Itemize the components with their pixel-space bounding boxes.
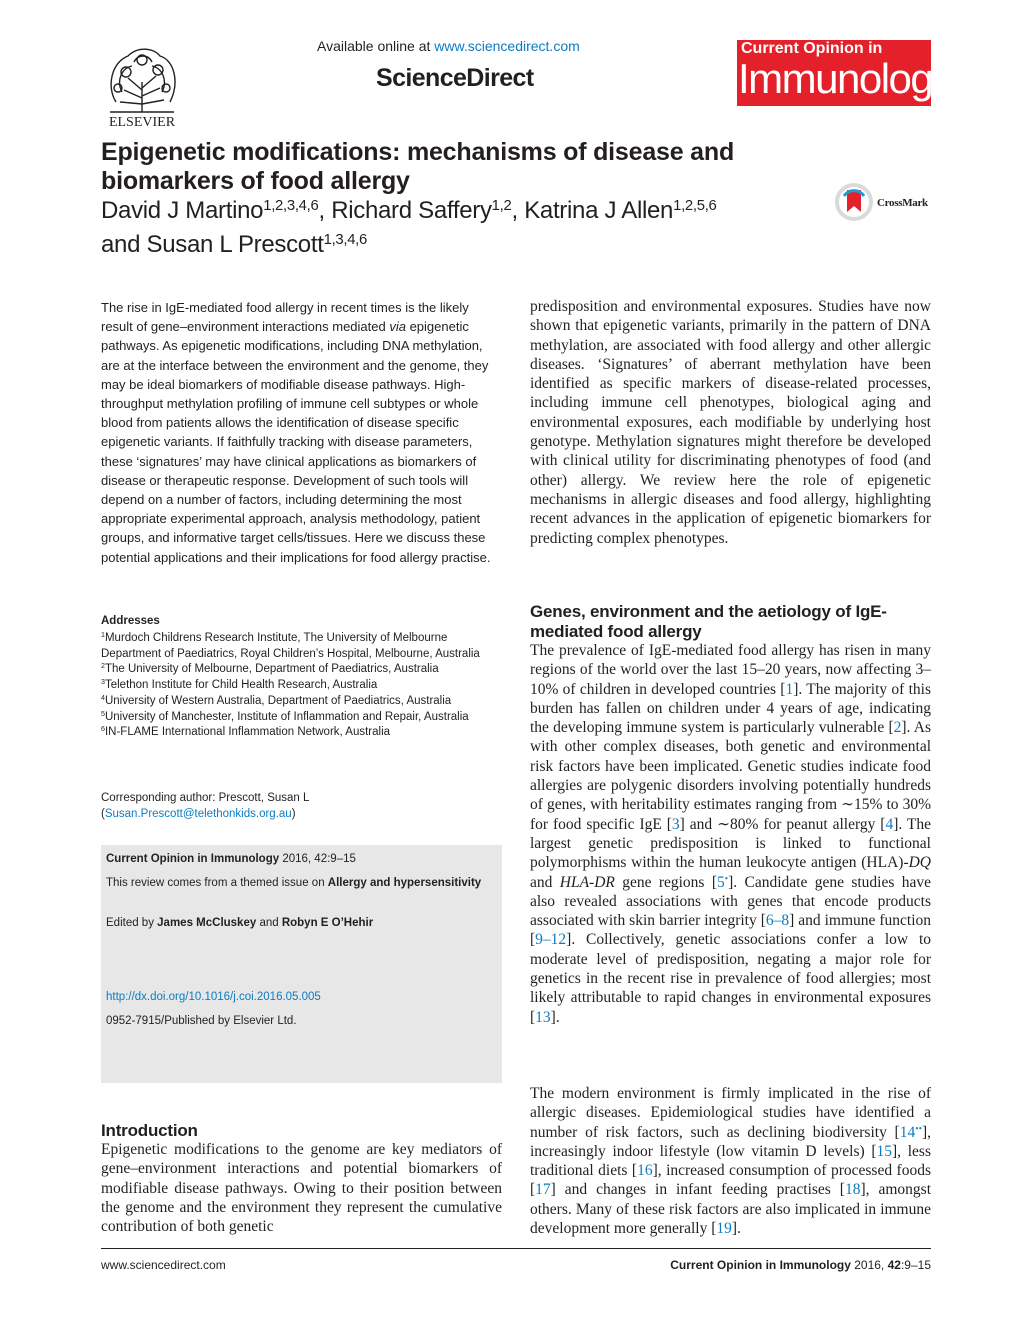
footer-divider (101, 1248, 931, 1249)
publisher-name: ELSEVIER (108, 115, 176, 128)
author: Katrina J Allen$^{1,2,5,6}$ (524, 197, 717, 224)
reference-link[interactable]: 17 (535, 1181, 551, 1199)
author: and Susan L Prescott$^{1,3,4,6}$ (101, 231, 367, 258)
addresses-heading: Addresses (101, 615, 160, 627)
platform-name: ScienceDirect (376, 64, 534, 92)
address-item: $^6$IN-FLAME International Inflammation Network, Australia (101, 725, 391, 739)
elsevier-logo (98, 42, 186, 128)
reference-link[interactable]: 9–12 (535, 931, 567, 949)
recommended-marker: • (724, 873, 729, 885)
address-item: $^2$The University of Melbourne, Department of Paediatrics, Australia (101, 662, 439, 676)
environment-paragraph: The modern environment is firmly implicated in the rise of allergic diseases. Epidemiological studies have identified a number of risk factors, such as declining biodiversity [14••], increasingly indoor lifestyle (low vitamin D levels) [15], less traditional diets [16], increased consumption of processed foods [17] and changes in infant feeding practises [18], amongst others. Many of these risk factors are also implicated in immune development more generally [19]. (530, 1085, 932, 1238)
journal-logo-line2: Immunology (738, 55, 952, 102)
affiliation-marker: 1,2,3,4,6 (263, 197, 319, 214)
abstract: The rise in IgE-mediated food allergy in recent times is the likely result of gene–environment interactions mediated via epigenetic pathways. As epigenetic modifications, including DNA methylation, are at the interface between the environment and the genome, they may be ideal biomarkers of modifiable disease pathways. High-throughput methylation profiling of immune cell subtypes or whole blood from patients allows the identification of disease specific epigenetic variants. If faithfully tracking with disease parameters, these ‘signatures’ may have clinical applications as biomarkers of disease or therapeutic response. Development of such tools will depend on a number of factors, including determining the most appropriate experimental approach, analysis methodology, patient groups, and informative target cells/tissues. Here we discuss these potential applications and their implications for food allergy practise. (101, 300, 491, 565)
journal-logo-line1: Current Opinion in (741, 40, 883, 57)
reference-link[interactable]: 15 (876, 1142, 892, 1160)
reference-link[interactable]: 19 (716, 1220, 732, 1238)
reference-link[interactable]: 14 (899, 1123, 916, 1141)
genes-section-heading: Genes, environment and the aetiology of IgE-mediated food allergy (530, 602, 887, 641)
reference-link[interactable]: 6–8 (765, 912, 790, 930)
affiliation-marker: 1,2 (491, 197, 512, 214)
journal-logo (737, 40, 952, 106)
address-item: $^1$Murdoch Childrens Research Institute, The University of Melbourne Department of Paediatrics, Royal Children’s Hospital, Melbourne, Australia (101, 631, 480, 660)
address-item: $^4$University of Western Australia, Department of Paediatrics, Australia (101, 693, 452, 707)
available-online: Available online at www.sciencedirect.com (317, 38, 580, 54)
author: Richard Saffery$^{1,2}$, (331, 197, 525, 224)
reference-link[interactable]: 2 (893, 719, 902, 737)
author: David J Martino$^{1,2,3,4,6}$, (101, 197, 332, 224)
issn: 0952-7915/Published by Elsevier Ltd. (106, 1015, 297, 1027)
address-item: $^3$Telethon Institute for Child Health Research, Australia (101, 678, 378, 692)
footer-website: www.sciencedirect.com (101, 1258, 226, 1272)
corresponding-author: Corresponding author: Prescott, Susan L (Susan.Prescott@telethonkids.org.au) (101, 792, 310, 820)
affiliation-marker: 1,2,5,6 (673, 197, 717, 214)
citation-line: Current Opinion in Immunology 2016, 42:9–15 (106, 853, 356, 865)
affiliation-marker: 1,3,4,6 (323, 231, 367, 248)
address-list (101, 631, 501, 741)
intro-paragraph-continued: predisposition and environmental exposures. Studies have now shown that epigenetic variants, primarily in the pattern of DNA methylation, are associated with food allergy and other allergic diseases. ‘Signatures’ of aberrant methylation have been identified as specific markers of disease-related processes, including immune cell phenotypes, biological aging and environmental exposures, each modifiable by underlying host genotype. Methylation signatures might therefore be developed with clinical utility for discriminating phenotypes of food (and other) allergy. We review here the role of epigenetic mechanisms in allergic diseases and food allergy, highlighting recent advances in the application of epigenetic biomarkers for predicting complex phenotypes. (530, 298, 931, 547)
reference-link[interactable]: 18 (844, 1181, 861, 1199)
genes-paragraph: The prevalence of IgE-mediated food allergy has risen in many regions of the world over the last 15–20 years, now affecting 3–10% of children in developed countries [1]. The majority of this burden has fallen on children under 4 years of age, indicating the developing immune system is particularly vulnerable [2]. As with other complex diseases, both genetic and environmental risk factors have been implicated. Genetic studies indicate food allergies are polygenic disorders involving potentially hundreds of genes, with heritability estimates ranging from ∼15% to 30% for food specific IgE [3] and ∼80% for peanut allergy [4]. The largest genetic predisposition is linked to functional polymorphisms within the human leukocyte antigen (HLA)-DQ and HLA-DR gene regions [5•]. Candidate gene studies have also revealed associations with genes that encode products associated with skin barrier integrity [6–8] and immune function [9–12]. Collectively, genetic associations confer a low to moderate level of predisposition, negating a major role for genetics in the recent rise in prevalence of food allergies; most likely attributable to rapid changes in environmental exposures [13]. (530, 642, 931, 1026)
reference-link[interactable]: 13 (535, 1008, 551, 1026)
themed-issue: This review comes from a themed issue on Allergy and hypersensitivity (106, 877, 482, 889)
reference-link[interactable]: 3 (671, 815, 680, 833)
introduction-text: Epigenetic modifications to the genome are key mediators of gene–environment interactions and potential biomarkers of modifiable disease pathways. Owing to their position between the genome and the environment they represent the cumulative contribution of both genetic (101, 1141, 502, 1236)
footer-citation: Current Opinion in Immunology 2016, 42:9–15 (670, 1258, 931, 1272)
article-info-box (101, 845, 502, 1083)
introduction-heading: Introduction (101, 1121, 198, 1140)
reference-link[interactable]: 5 (717, 873, 725, 891)
reference-link[interactable]: 4 (885, 815, 894, 833)
article-title: Epigenetic modifications: mechanisms of disease and biomarkers of food allergy (101, 138, 735, 195)
recommended-marker: •• (915, 1123, 922, 1135)
crossmark-label[interactable]: CrossMark (877, 197, 928, 209)
editors: Edited by James McCluskey and Robyn E O’Hehir (106, 917, 374, 929)
author-list (101, 194, 821, 262)
doi-link[interactable]: http://dx.doi.org/10.1016/j.coi.2016.05.005 (106, 991, 321, 1003)
sciencedirect-link[interactable]: www.sciencedirect.com (434, 38, 580, 54)
reference-link[interactable]: 16 (637, 1162, 653, 1180)
address-item: $^5$University of Manchester, Institute of Inflammation and Repair, Australia (101, 709, 469, 723)
reference-link[interactable]: 1 (785, 680, 794, 698)
corresponding-email[interactable]: Susan.Prescott@telethonkids.org.au (104, 808, 292, 820)
